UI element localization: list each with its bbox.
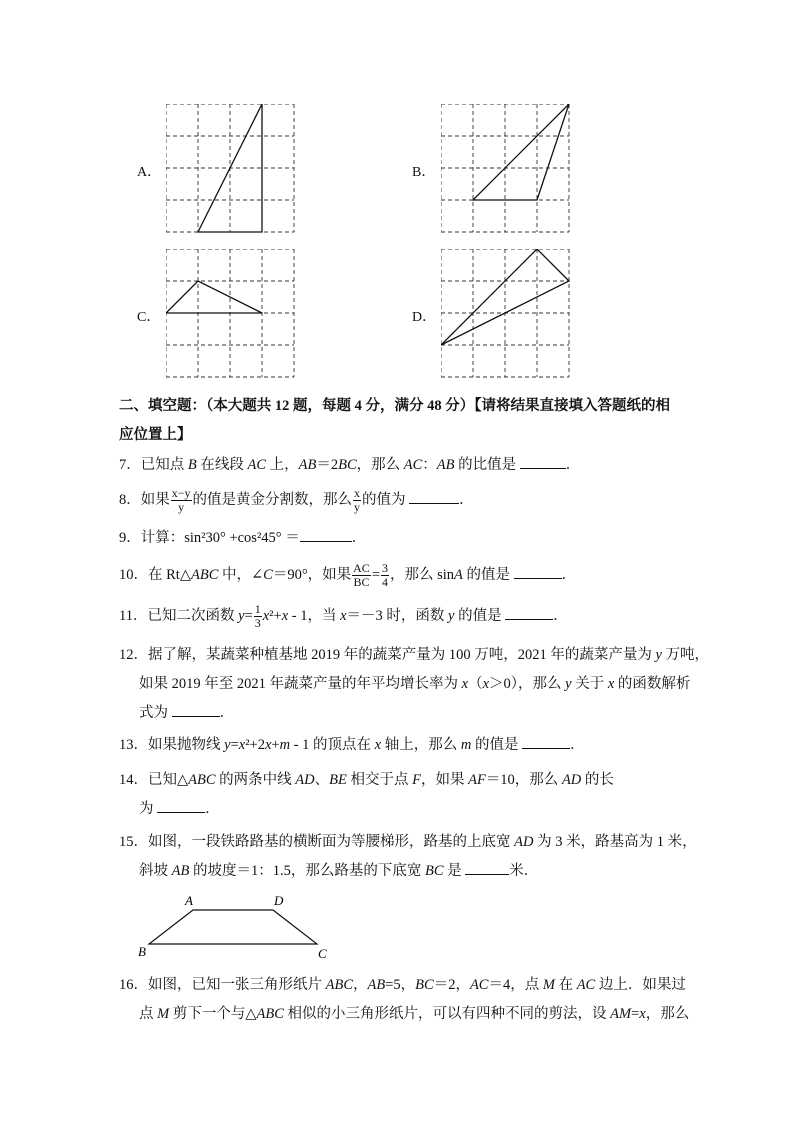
trapezoid-abcd — [149, 910, 317, 944]
question-11: 11．已知二次函数 y= $\frac{1}{3}$ x²+x - 1，当 x＝－3 时，函数 y 的值是 ． — [119, 602, 568, 631]
answer-blank-14[interactable] — [157, 798, 205, 813]
question-10: 10．在 Rt△ABC 中，∠C＝90°，如果 $\frac{AC}{BC}$ = $\frac{3}{4}$ ，那么 sinA 的值是 ． — [119, 561, 577, 590]
answer-blank-10[interactable] — [514, 564, 562, 579]
answer-blank-15[interactable] — [465, 860, 509, 875]
triangle-c — [166, 281, 262, 313]
option-c-grid — [166, 249, 296, 379]
question-13: 13．如果抛物线 y=x²+2x+m - 1 的顶点在 x 轴上，那么 m 的值是 ． — [119, 731, 684, 760]
question-12: 12．据了解，某蔬菜种植基地 2019 年的蔬菜产量为 100 万吨，2021 年的蔬菜产量为 y 万吨， 如果 2019 年至 2021 年蔬菜产量的年平均增长率为 x（x＞0），那么 y 关于 x 的函数解析 式为 ． — [119, 647, 710, 721]
option-d-label: D． — [412, 310, 437, 325]
question-14: 14．已知△ABC 的两条中线 AD、BE 相交于点 F，如果 AF＝10，那么 AD 的长 为 ． — [119, 772, 614, 817]
section-title: 二、填空题：（本大题共 12 题，每题 4 分，满分 48 分）【请将结果直接填入答题纸的相应位置上】 — [119, 398, 670, 443]
option-a-label: A． — [137, 165, 162, 180]
answer-blank-8[interactable] — [409, 489, 459, 504]
option-d-grid — [441, 249, 571, 379]
trapezoid-figure — [135, 890, 335, 962]
answer-blank-11[interactable] — [505, 605, 553, 620]
option-c-label: C． — [137, 310, 161, 325]
option-b-grid — [441, 104, 571, 234]
vertex-b: B — [138, 944, 146, 959]
fraction-one-third: $\frac{1}{3}$ — [254, 602, 261, 631]
fraction-ac-over-bc: $\frac{AC}{BC}$ — [353, 561, 370, 590]
question-8: 8．如果 $\frac{x-y}{y}$ 的值是黄金分割数，那么 $\frac{x}{y}$ 的值为 ． — [119, 486, 474, 515]
option-b-label: B． — [412, 165, 436, 180]
answer-blank-9[interactable] — [300, 527, 352, 542]
fraction-x-over-y: $\frac{x}{y}$ — [354, 486, 361, 515]
fraction-three-quarters: $\frac{3}{4}$ — [382, 561, 388, 590]
vertex-c: C — [318, 946, 327, 961]
vertex-d: D — [274, 893, 284, 908]
vertex-a: A — [185, 893, 193, 908]
question-15: 15．如图，一段铁路路基的横断面为等腰梯形，路基的上底宽 AD 为 3 米，路基高为 1 米， 斜坡 AB 的坡度＝1：1.5，那么路基的下底宽 BC 是 米． — [119, 834, 697, 879]
question-7: 7．已知点 B 在线段 AC 上，AB＝2BC，那么 AC：AB 的比值是 ． — [119, 451, 684, 480]
option-a-grid — [166, 104, 296, 234]
answer-blank-7[interactable] — [520, 454, 566, 469]
fraction-x-minus-y-over-y: $\frac{x-y}{y}$ — [171, 486, 191, 515]
question-9: 9．计算：sin²30° +cos²45° ＝ ． — [119, 524, 684, 553]
triangle-b — [473, 104, 569, 200]
question-16: 16．如图，已知一张三角形纸片 ABC，AB=5，BC＝2，AC＝4，点 M 在 AC 边上．如果过 点 M 剪下一个与△ABC 相似的小三角形纸片，可以有四种不同的剪法，设 AM=x，那么 — [119, 977, 690, 1022]
answer-blank-12[interactable] — [172, 702, 220, 717]
answer-blank-13[interactable] — [522, 734, 570, 749]
